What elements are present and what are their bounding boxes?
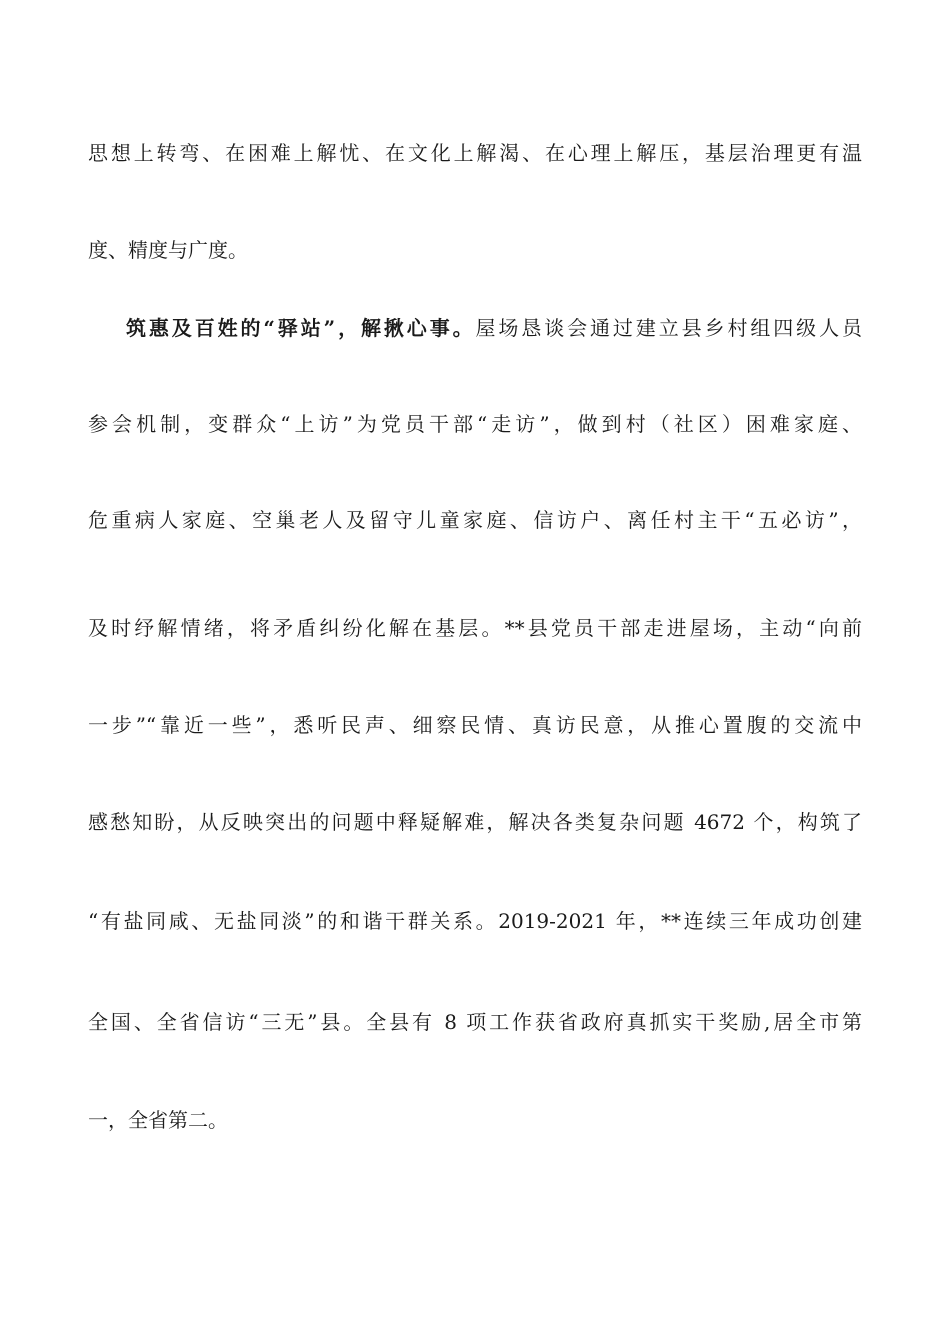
paragraph-line: 感愁知盼，从反映突出的问题中释疑解难，解决各类复杂问题 4672 个，构筑了 bbox=[88, 810, 862, 834]
paragraph-line: 一步”“靠近一些”，悉听民声、细察民情、真访民意，从推心置腹的交流中 bbox=[88, 713, 862, 737]
paragraph-line: 一，全省第二。 bbox=[88, 1108, 228, 1132]
paragraph-line: 思想上转弯、在困难上解忧、在文化上解渴、在心理上解压，基层治理更有温 bbox=[88, 141, 862, 165]
paragraph-text: 屋场恳谈会通过建立县乡村组四级人员 bbox=[475, 316, 862, 340]
paragraph-line: 危重病人家庭、空巢老人及留守儿童家庭、信访户、离任村主干“五必访”， bbox=[88, 508, 862, 532]
paragraph-line: 参会机制，变群众“上访”为党员干部“走访”，做到村（社区）困难家庭、 bbox=[88, 412, 862, 436]
paragraph-first-line bbox=[126, 308, 862, 348]
paragraph-line: “有盐同咸、无盐同淡”的和谐干群关系。2019-2021 年，**连续三年成功创建 bbox=[88, 909, 862, 933]
paragraph-line: 度、精度与广度。 bbox=[88, 238, 248, 262]
paragraph-heading: 筑惠及百姓的“驿站”，解揪心事。 bbox=[126, 316, 476, 340]
paragraph-line: 及时纾解情绪，将矛盾纠纷化解在基层。**县党员干部走进屋场，主动“向前 bbox=[88, 616, 862, 640]
paragraph-line: 全国、全省信访“三无”县。全县有 8 项工作获省政府真抓实干奖励,居全市第 bbox=[88, 1010, 862, 1034]
